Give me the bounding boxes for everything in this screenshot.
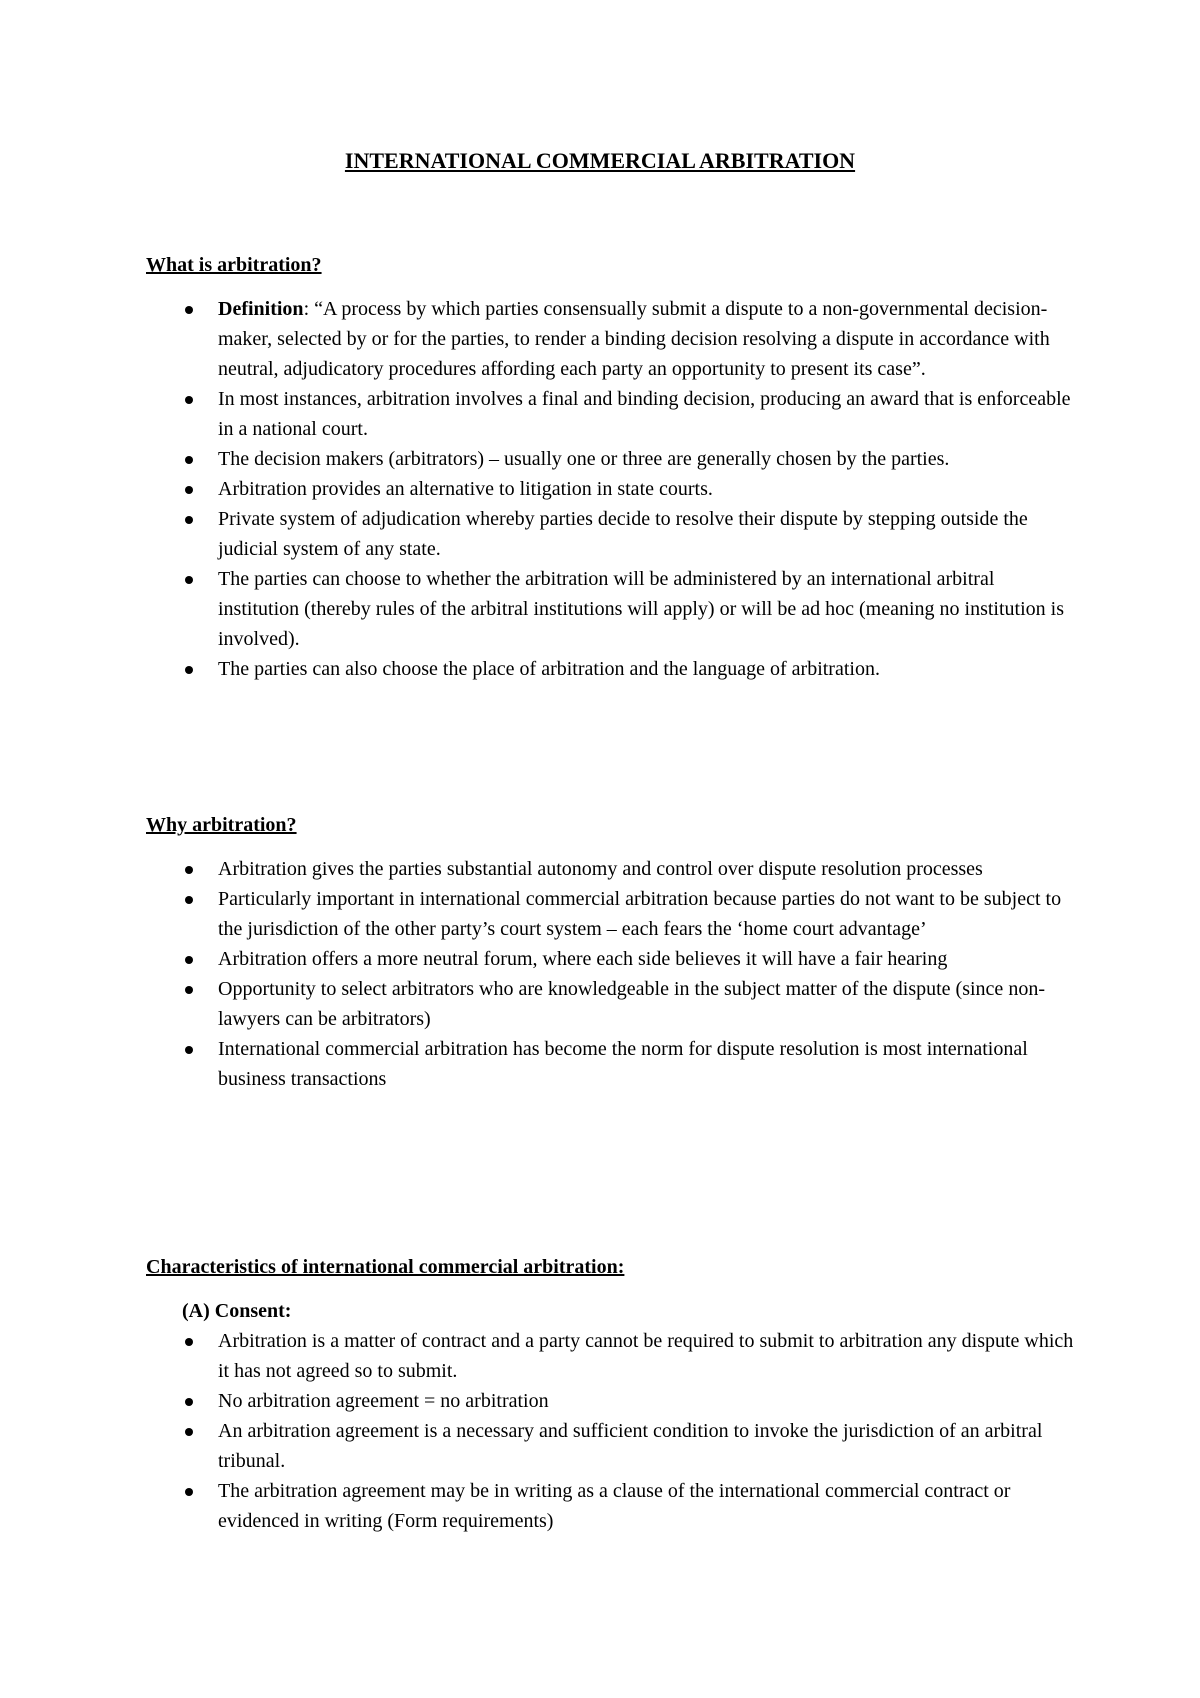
list-item-text: Opportunity to select arbitrators who are knowledgeable in the subject matter of the dispute (since non-lawyers can be arbitrators) bbox=[218, 978, 1045, 1030]
bullet-icon bbox=[185, 866, 193, 874]
list-item bbox=[146, 1326, 1076, 1386]
list-item bbox=[146, 1034, 1076, 1094]
list-item bbox=[146, 384, 1076, 444]
bullet-icon bbox=[185, 306, 193, 314]
bullet-icon bbox=[185, 1428, 193, 1436]
bullet-icon bbox=[185, 396, 193, 404]
list-item-text: Particularly important in international commercial arbitration because parties do not want to be subject to the jurisdiction of the other party’s court system – each fears the ‘home court advantage’ bbox=[218, 888, 1062, 940]
bullet-icon bbox=[185, 1398, 193, 1406]
bullet-icon bbox=[185, 986, 193, 994]
document-title: INTERNATIONAL COMMERCIAL ARBITRATION bbox=[344, 148, 856, 173]
list-item bbox=[146, 944, 1076, 974]
list-item bbox=[146, 564, 1076, 654]
bullet-icon bbox=[185, 896, 193, 904]
bullet-list bbox=[146, 1326, 1076, 1536]
list-item-text: In most instances, arbitration involves a final and binding decision, producing an award that is enforceable in a national court. bbox=[218, 388, 1071, 440]
list-item-text: Arbitration provides an alternative to litigation in state courts. bbox=[218, 478, 713, 500]
list-item bbox=[146, 884, 1076, 944]
bullet-icon bbox=[185, 486, 193, 494]
list-item-text: Arbitration offers a more neutral forum, where each side believes it will have a fair hearing bbox=[218, 948, 948, 970]
definition-text: : “A process by which parties consensually submit a dispute to a non-governmental decision-maker, selected by or for the parties, to render a binding decision resolving a dispute in accordance with neutral, adjudicatory procedures affording each party an opportunity to present its case”. bbox=[218, 298, 1050, 380]
list-item-text: An arbitration agreement is a necessary and sufficient condition to invoke the jurisdiction of an arbitral tribunal. bbox=[218, 1420, 1043, 1472]
list-item bbox=[146, 1416, 1076, 1476]
list-item-text: Private system of adjudication whereby parties decide to resolve their dispute by stepping outside the judicial system of any state. bbox=[218, 508, 1028, 560]
section-characteristics bbox=[146, 1252, 1076, 1536]
list-item-text: Arbitration is a matter of contract and a party cannot be required to submit to arbitration any dispute which it has not agreed so to submit. bbox=[218, 1330, 1074, 1382]
list-item-text: International commercial arbitration has become the norm for dispute resolution is most international business transactions bbox=[218, 1038, 1028, 1090]
bullet-icon bbox=[185, 1046, 193, 1054]
bullet-list bbox=[146, 294, 1076, 684]
bullet-icon bbox=[185, 576, 193, 584]
list-item-definition bbox=[146, 294, 1076, 384]
list-item-text: Arbitration gives the parties substantial autonomy and control over dispute resolution processes bbox=[218, 858, 983, 880]
section-why-arbitration bbox=[146, 810, 1076, 1094]
list-item bbox=[146, 1476, 1076, 1536]
list-item-text: No arbitration agreement = no arbitration bbox=[218, 1390, 549, 1412]
bullet-icon bbox=[185, 1338, 193, 1346]
list-item bbox=[146, 444, 1076, 474]
list-item bbox=[146, 854, 1076, 884]
list-item-text: The decision makers (arbitrators) – usually one or three are generally chosen by the parties. bbox=[218, 448, 950, 470]
list-item bbox=[146, 504, 1076, 564]
subheading-consent: (A) Consent: bbox=[182, 1300, 292, 1322]
list-item-text: The parties can also choose the place of arbitration and the language of arbitration. bbox=[218, 658, 880, 680]
bullet-icon bbox=[185, 956, 193, 964]
bullet-list bbox=[146, 854, 1076, 1094]
section-heading: Characteristics of international commercial arbitration: bbox=[146, 1256, 625, 1278]
section-what-is-arbitration bbox=[146, 250, 1076, 684]
bullet-icon bbox=[185, 666, 193, 674]
list-item bbox=[146, 654, 1076, 684]
bullet-icon bbox=[185, 1488, 193, 1496]
list-item-text: The arbitration agreement may be in writing as a clause of the international commercial contract or evidenced in writing (Form requirements) bbox=[218, 1480, 1011, 1532]
list-item bbox=[146, 974, 1076, 1034]
definition-term: Definition bbox=[218, 298, 304, 320]
list-item-text: The parties can choose to whether the arbitration will be administered by an international arbitral institution (thereby rules of the arbitral institutions will apply) or will be ad hoc (meaning no institution is involved). bbox=[218, 568, 1064, 650]
list-item bbox=[146, 1386, 1076, 1416]
section-heading: Why arbitration? bbox=[146, 814, 297, 836]
bullet-icon bbox=[185, 456, 193, 464]
list-item bbox=[146, 474, 1076, 504]
bullet-icon bbox=[185, 516, 193, 524]
section-heading: What is arbitration? bbox=[146, 254, 322, 276]
